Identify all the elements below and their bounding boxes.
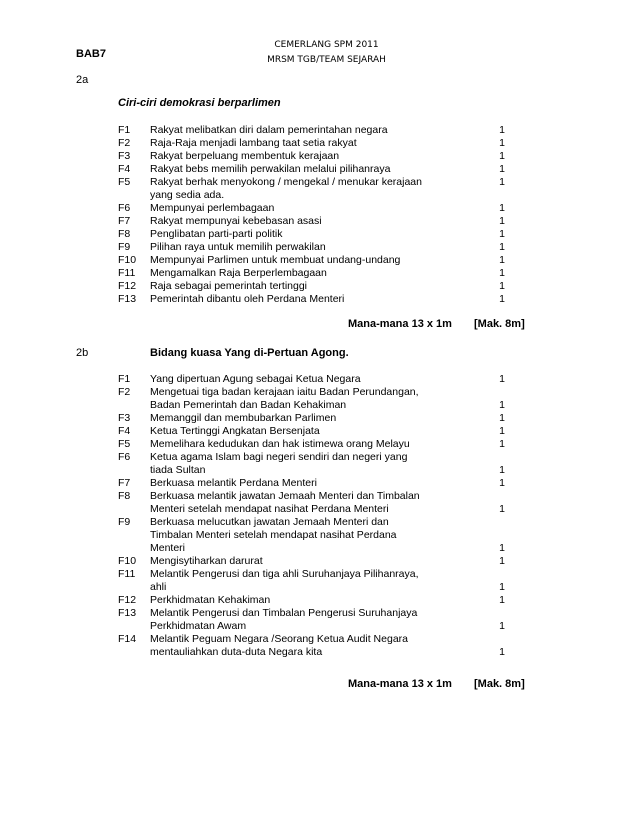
item-code: F6 <box>118 451 131 463</box>
item-code: F7 <box>118 215 131 227</box>
item-text: Raja-Raja menjadi lambang taat setia rakyat <box>150 137 357 149</box>
item-text: Penglibatan parti-parti politik <box>150 228 283 240</box>
item-mark <box>465 568 525 581</box>
item-mark <box>465 633 525 646</box>
list-item <box>118 503 528 516</box>
item-text: Yang dipertuan Agung sebagai Ketua Negara <box>150 373 361 385</box>
item-code: F8 <box>118 490 131 502</box>
item-text: Menteri setelah mendapat nasihat Perdana Menteri <box>150 503 389 515</box>
item-mark: 1 <box>499 555 505 567</box>
item-text: Mengisytiharkan darurat <box>150 555 263 567</box>
item-text: Perkhidmatan Awam <box>150 620 247 632</box>
list-item <box>118 386 528 399</box>
item-mark: 1 <box>499 215 505 227</box>
item-code <box>118 399 150 412</box>
item-text: Melantik Pengerusi dan Timbalan Pengerusi Suruhanjaya <box>150 607 418 619</box>
item-mark <box>465 189 525 202</box>
list-item <box>118 477 528 490</box>
list-item <box>118 202 528 215</box>
list-item <box>118 267 528 280</box>
list-item <box>118 646 528 659</box>
list-item <box>118 412 528 425</box>
list-item <box>118 163 528 176</box>
item-code: F9 <box>118 516 131 528</box>
item-code: F3 <box>118 150 131 162</box>
item-code: F2 <box>118 137 131 149</box>
list-item <box>118 124 528 137</box>
list-item <box>118 189 528 202</box>
header-line-2: MRSM TGB/TEAM SEJARAH <box>267 55 386 65</box>
item-mark: 1 <box>499 399 505 411</box>
list-item <box>118 594 528 607</box>
section-b-max: [Mak. 8m] <box>474 678 525 690</box>
list-item <box>118 451 528 464</box>
item-code: F4 <box>118 425 131 437</box>
item-code: F10 <box>118 254 137 266</box>
item-mark <box>465 386 525 399</box>
item-text: Mempunyai Parlimen untuk membuat undang-undang <box>150 254 401 266</box>
item-text: Timbalan Menteri setelah mendapat nasihat Perdana <box>150 529 397 541</box>
item-text: Berkuasa melucutkan jawatan Jemaah Menteri dan <box>150 516 389 528</box>
item-text: mentauliahkan duta-duta Negara kita <box>150 646 323 658</box>
item-mark: 1 <box>499 254 505 266</box>
list-item <box>118 137 528 150</box>
list-item <box>118 568 528 581</box>
item-code <box>118 581 150 594</box>
list-item <box>118 150 528 163</box>
list-item <box>118 555 528 568</box>
item-mark <box>465 516 525 529</box>
item-code: F2 <box>118 386 131 398</box>
item-code: F1 <box>118 124 131 136</box>
item-code <box>118 620 150 633</box>
list-item <box>118 542 528 555</box>
item-code: F13 <box>118 607 137 619</box>
section-b-list <box>118 373 528 659</box>
item-code: F11 <box>118 568 136 580</box>
question-label-2b: 2b <box>76 347 89 359</box>
item-mark: 1 <box>499 267 505 279</box>
list-item <box>118 280 528 293</box>
item-mark: 1 <box>499 163 505 175</box>
item-code <box>118 542 150 555</box>
item-mark: 1 <box>499 176 505 188</box>
section-a-list <box>118 124 528 306</box>
item-mark: 1 <box>499 280 505 292</box>
item-mark: 1 <box>499 464 505 476</box>
section-a-max: [Mak. 8m] <box>474 318 525 330</box>
item-text: Rakyat mempunyai kebebasan asasi <box>150 215 322 227</box>
list-item <box>118 633 528 646</box>
item-code <box>118 189 150 202</box>
item-text: Berkuasa melantik Perdana Menteri <box>150 477 317 489</box>
item-code: F6 <box>118 202 131 214</box>
item-code: F12 <box>118 280 137 292</box>
item-text: Rakyat berhak menyokong / mengekal / menukar kerajaan <box>150 176 422 188</box>
item-text: yang sedia ada. <box>150 189 225 201</box>
list-item <box>118 215 528 228</box>
item-mark: 1 <box>499 594 505 606</box>
item-mark: 1 <box>499 412 505 424</box>
item-mark: 1 <box>499 477 505 489</box>
item-text: Rakyat berpeluang membentuk kerajaan <box>150 150 340 162</box>
item-code: F7 <box>118 477 131 489</box>
item-code <box>118 529 150 542</box>
section-b-heading: Bidang kuasa Yang di-Pertuan Agong. <box>150 347 349 359</box>
item-code <box>118 464 150 477</box>
list-item <box>118 607 528 620</box>
item-mark: 1 <box>499 137 505 149</box>
item-code: F1 <box>118 373 131 385</box>
header-line-1: CEMERLANG SPM 2011 <box>274 40 379 50</box>
item-code <box>118 503 150 516</box>
item-text: Mempunyai perlembagaan <box>150 202 275 214</box>
item-text: Memanggil dan membubarkan Parlimen <box>150 412 337 424</box>
item-text: Ketua Tertinggi Angkatan Bersenjata <box>150 425 320 437</box>
list-item <box>118 529 528 542</box>
list-item <box>118 293 528 306</box>
item-mark: 1 <box>499 241 505 253</box>
item-text: Menteri <box>150 542 186 554</box>
list-item <box>118 620 528 633</box>
item-code: F3 <box>118 412 131 424</box>
list-item <box>118 438 528 451</box>
item-text: Melantik Peguam Negara /Seorang Ketua Audit Negara <box>150 633 408 645</box>
item-code: F12 <box>118 594 137 606</box>
item-code: F4 <box>118 163 131 175</box>
item-text: Raja sebagai pemerintah tertinggi <box>150 280 308 292</box>
section-a-total: Mana-mana 13 x 1m <box>348 318 452 330</box>
item-code: F10 <box>118 555 137 567</box>
item-text: Pemerintah dibantu oleh Perdana Menteri <box>150 293 345 305</box>
list-item <box>118 516 528 529</box>
item-text: Perkhidmatan Kehakiman <box>150 594 271 606</box>
list-item <box>118 581 528 594</box>
item-mark <box>465 607 525 620</box>
item-mark: 1 <box>499 581 505 593</box>
list-item <box>118 490 528 503</box>
list-item <box>118 373 528 386</box>
item-code: F11 <box>118 267 136 279</box>
item-mark: 1 <box>499 228 505 240</box>
list-item <box>118 228 528 241</box>
item-code: F5 <box>118 176 131 188</box>
item-text: Berkuasa melantik jawatan Jemaah Menteri dan Timbalan <box>150 490 420 502</box>
section-b-total: Mana-mana 13 x 1m <box>348 678 452 690</box>
item-mark: 1 <box>499 438 505 450</box>
item-text: Ketua agama Islam bagi negeri sendiri dan negeri yang <box>150 451 408 463</box>
item-code: F8 <box>118 228 131 240</box>
item-mark: 1 <box>499 373 505 385</box>
list-item <box>118 254 528 267</box>
item-text: tiada Sultan <box>150 464 206 476</box>
item-mark: 1 <box>499 150 505 162</box>
item-text: Mengetuai tiga badan kerajaan iaitu Badan Perundangan, <box>150 386 419 398</box>
item-code: F14 <box>118 633 137 645</box>
question-label-2a: 2a <box>76 74 89 86</box>
item-mark: 1 <box>499 620 505 632</box>
item-text: Pilihan raya untuk memilih perwakilan <box>150 241 326 253</box>
section-a-heading: Ciri-ciri demokrasi berparlimen <box>118 97 281 109</box>
item-code: F9 <box>118 241 131 253</box>
item-mark <box>465 490 525 503</box>
item-mark: 1 <box>499 425 505 437</box>
item-mark: 1 <box>499 542 505 554</box>
list-item <box>118 425 528 438</box>
item-code: F13 <box>118 293 137 305</box>
item-text: Badan Pemerintah dan Badan Kehakiman <box>150 399 347 411</box>
item-mark: 1 <box>499 293 505 305</box>
list-item <box>118 241 528 254</box>
item-mark: 1 <box>499 124 505 136</box>
item-code: F5 <box>118 438 131 450</box>
list-item <box>118 464 528 477</box>
chapter-label: BAB7 <box>76 48 106 60</box>
item-text: ahli <box>150 581 167 593</box>
list-item <box>118 399 528 412</box>
item-code <box>118 646 150 659</box>
item-text: Mengamalkan Raja Berperlembagaan <box>150 267 327 279</box>
item-mark <box>465 529 525 542</box>
item-text: Melantik Pengerusi dan tiga ahli Suruhanjaya Pilihanraya, <box>150 568 419 580</box>
item-text: Rakyat melibatkan diri dalam pemerintahan negara <box>150 124 388 136</box>
item-mark: 1 <box>499 202 505 214</box>
item-mark: 1 <box>499 503 505 515</box>
item-text: Rakyat bebs memilih perwakilan melalui pilihanraya <box>150 163 391 175</box>
item-mark: 1 <box>499 646 505 658</box>
item-text: Memelihara kedudukan dan hak istimewa orang Melayu <box>150 438 410 450</box>
item-mark <box>465 451 525 464</box>
list-item <box>118 176 528 189</box>
